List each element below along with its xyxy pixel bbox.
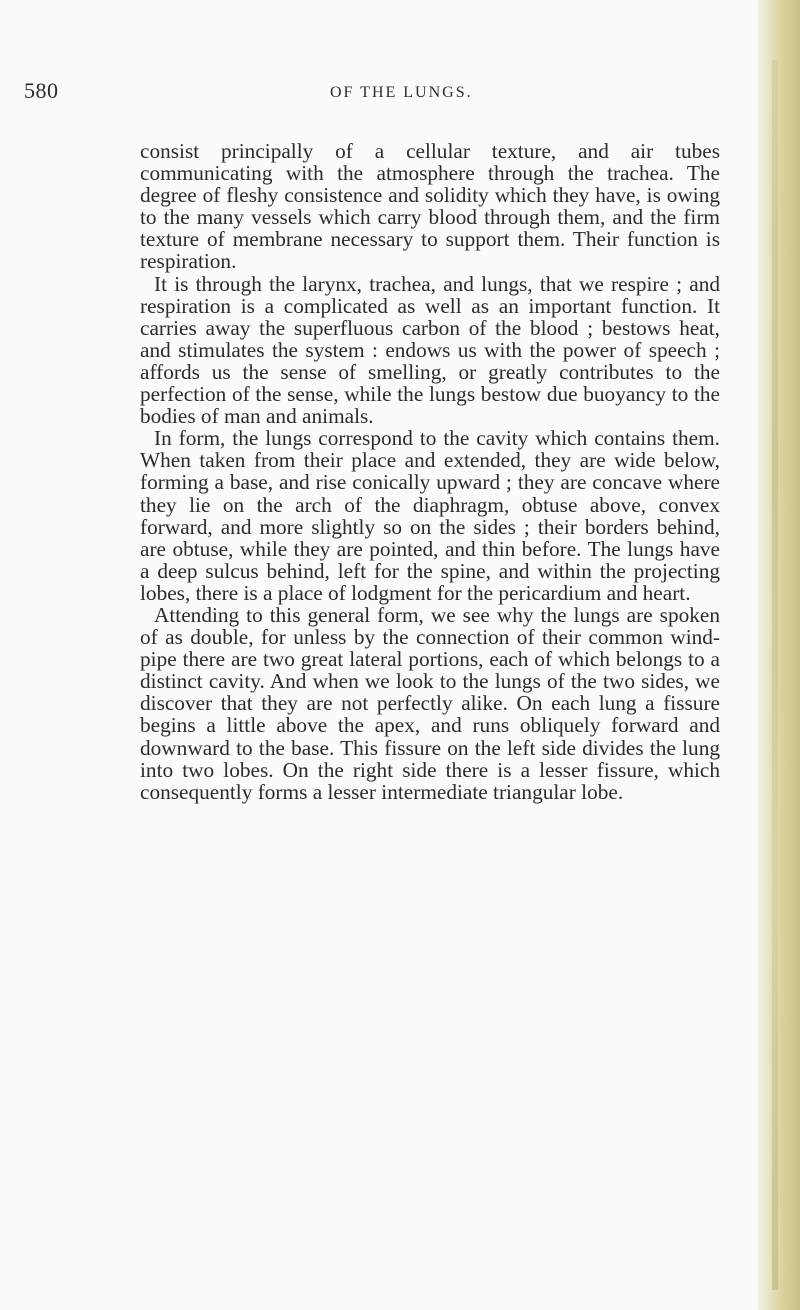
paragraph-2: It is through the larynx, trachea, and lungs, that we respire ; and respiration is a complicated as well as an important function. It carries away the superfluous carbon of the blood ; bestows heat, and stimulates the system : endows us with the power of speech ; affords us the sense of smelling, or greatly contributes to the perfection of the sense, while the lungs bestow due buoyancy to the bodies of man and animals. [140, 271, 720, 429]
paragraph-3: In form, the lungs correspond to the cavity which contains them. When taken from their place and extended, they are wide below, forming a base, and rise conically upward ; they are concave where they lie on the arch of the diaphragm, obtuse above, convex forward, and more slightly so on the sides ; their borders behind, are obtuse, while they are pointed, and thin before. The lungs have a deep sulcus behind, left for the spine, and within the projecting lobes, there is a place of lodgment for the pericardium and heart. [140, 426, 720, 605]
page-number: 580 [24, 78, 59, 103]
paragraph-1: consist principally of a cellular texture, and air tubes communicating with the atmosphere through the trachea. The degree of fleshy consistence and solidity which they have, is owing to the many vessels which carry blood through them, and the firm texture of membrane necessary to support them. Their function is respiration. [140, 139, 720, 274]
page-edge-shadow [772, 60, 778, 1290]
body-text [140, 140, 720, 803]
paragraph-4: Attending to this general form, we see why the lungs are spoken of as double, for unless by the connection of their common wind-pipe there are two great lateral portions, each of which belongs to a distinct cavity. And when we look to the lungs of the two sides, we discover that they are not perfectly alike. On each lung a fissure begins a little above the apex, and runs obliquely forward and downward to the base. This fissure on the left side divides the lung into two lobes. On the right side there is a lesser fissure, which consequently forms a lesser intermediate triangular lobe. [140, 602, 720, 804]
running-title: OF THE LUNGS. [330, 84, 473, 101]
page-edge [758, 0, 800, 1310]
